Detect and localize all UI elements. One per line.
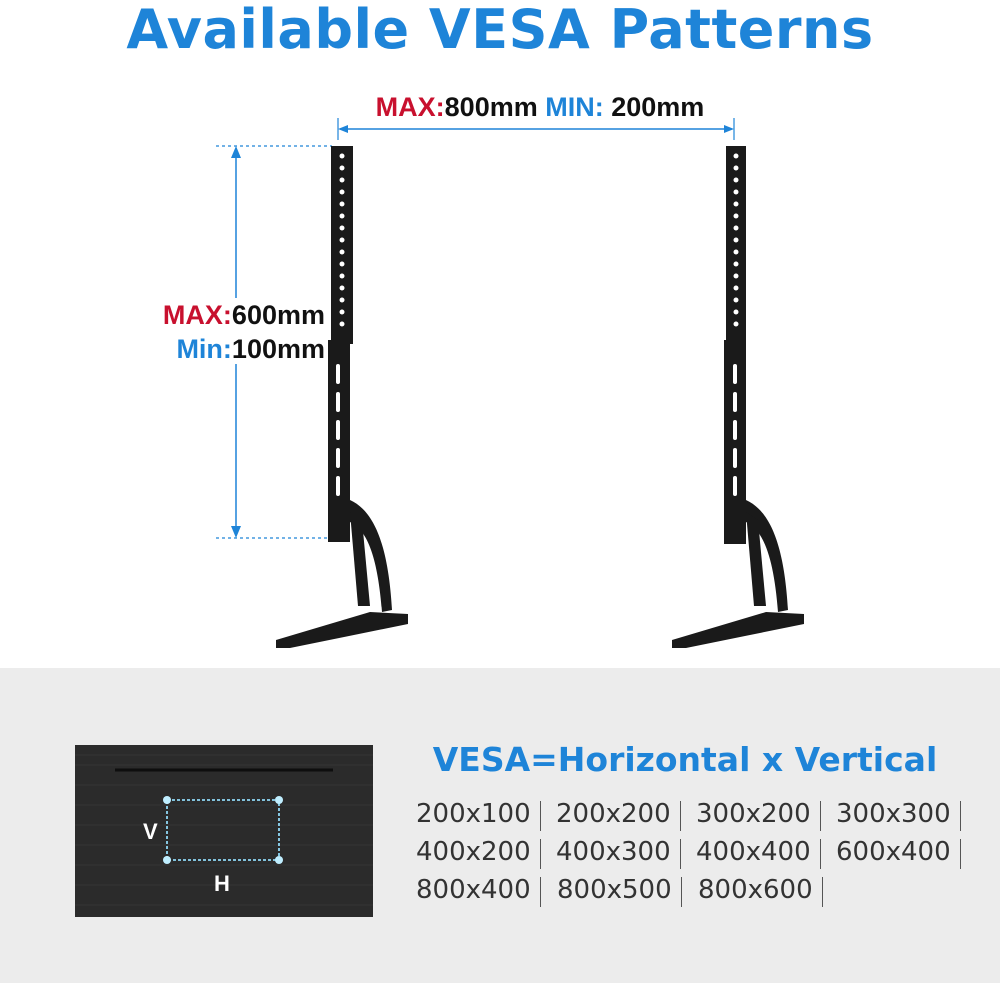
pattern-row [416,871,976,909]
vertical-axis-label: V [143,819,158,844]
horizontal-min-label: MIN: [545,92,604,122]
pattern-item: 800x400 [416,875,557,905]
vertical-min-label: Min: [176,334,232,364]
pattern-item: 200x200 [556,799,696,829]
horizontal-max-value: 800mm [444,92,538,122]
left-stand [276,146,408,648]
pattern-row [416,833,976,871]
pattern-item: 300x200 [696,799,836,829]
page-title: Available VESA Patterns [126,0,874,61]
pattern-item: 800x600 [698,875,839,905]
pattern-item: 600x400 [836,837,976,867]
vertical-min-value: 100mm [231,334,325,364]
pattern-item: 400x400 [696,837,836,867]
pattern-item: 300x300 [836,799,976,829]
pattern-row [416,795,976,833]
vertical-max-label: MAX: [162,300,232,330]
vertical-max-value: 600mm [231,300,325,330]
pattern-item: 200x100 [416,799,556,829]
horizontal-max-label: MAX: [375,92,445,122]
horizontal-axis-label: H [214,871,230,896]
tv-back-diagram [75,745,373,917]
right-stand [672,146,804,648]
horizontal-dimension-arrow [338,118,734,140]
vesa-pattern-list [416,795,976,909]
pattern-item: 400x200 [416,837,556,867]
vesa-formula: VESA=Horizontal x Vertical [432,740,938,779]
vertical-dimension-arrow [216,146,332,538]
pattern-item: 400x300 [556,837,696,867]
pattern-item: 800x500 [557,875,698,905]
horizontal-min-value: 200mm [611,92,705,122]
